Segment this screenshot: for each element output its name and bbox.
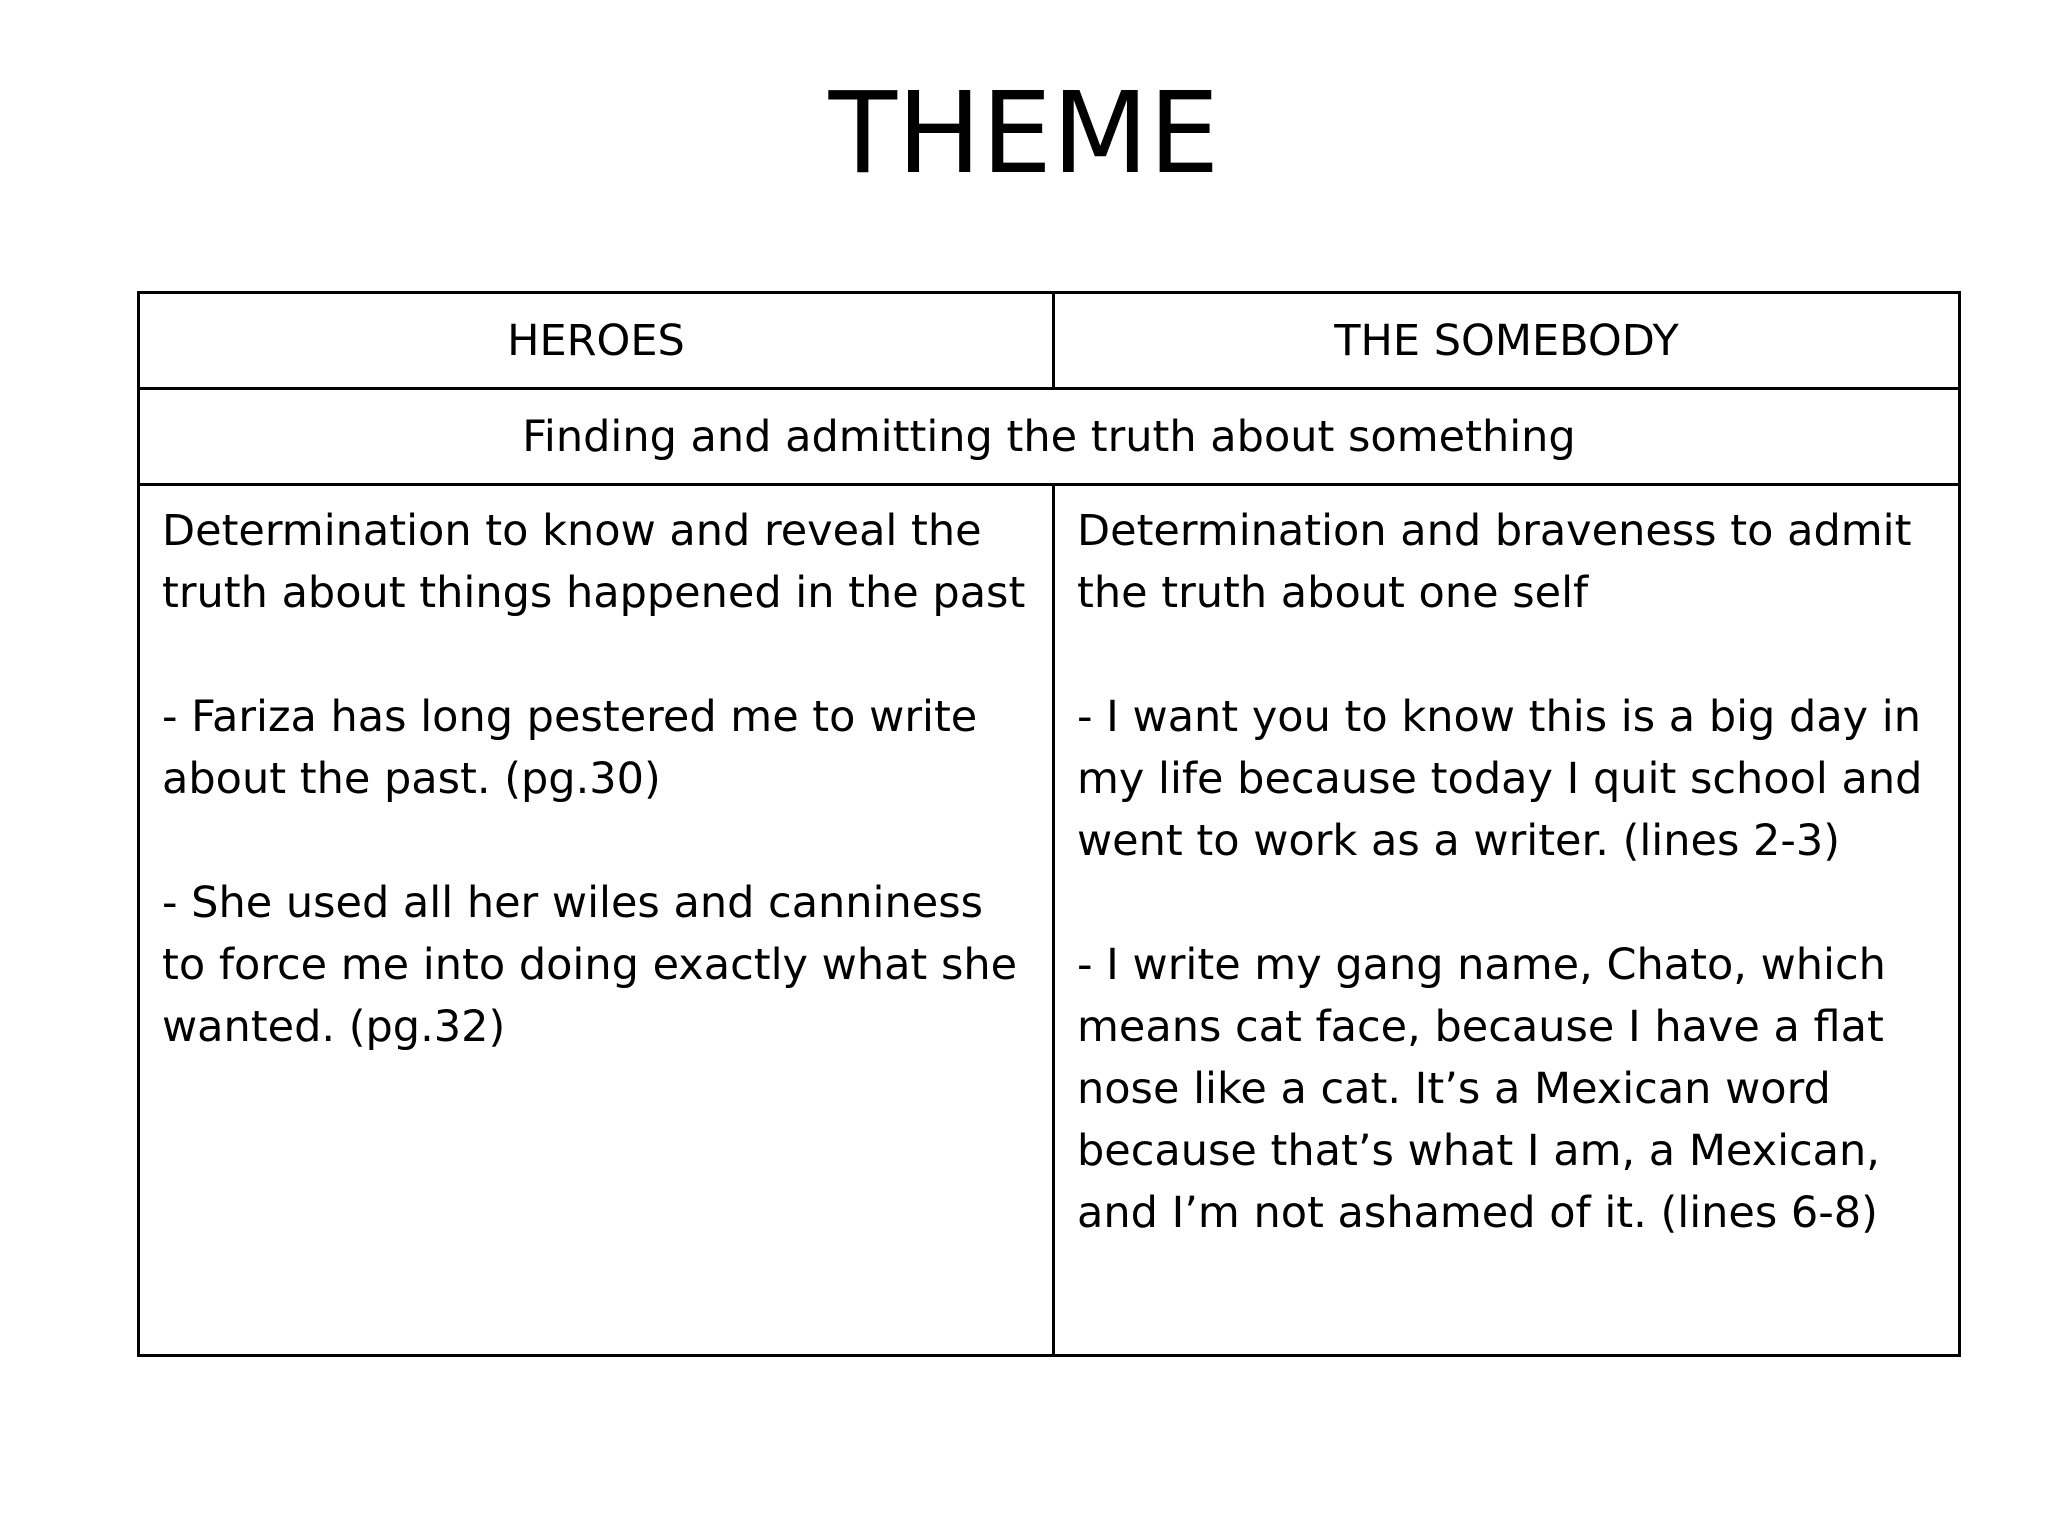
slide-title: THEME (828, 69, 1220, 199)
table-header-row (139, 293, 1960, 389)
somebody-summary: Determination and braveness to admit the truth about one self (1077, 506, 1912, 618)
heroes-quote: - She used all her wiles and canniness to force me into doing exactly what she wanted. (pg.32) (162, 878, 1018, 1052)
somebody-quote: - I want you to know this is a big day in my life because today I quit school and went to work as a writer. (lines 2-3) (1077, 692, 1923, 866)
somebody-content-cell (1054, 485, 1960, 1356)
column-header-the-somebody: THE SOMEBODY (1054, 293, 1960, 389)
content-row (139, 485, 1960, 1356)
shared-theme-row (139, 389, 1960, 485)
heroes-content-cell (139, 485, 1054, 1356)
shared-theme-cell: Finding and admitting the truth about something (139, 389, 1960, 485)
heroes-summary: Determination to know and reveal the truth about things happened in the past (162, 506, 1026, 618)
somebody-quote: - I write my gang name, Chato, which means cat face, because I have a flat nose like a cat. It’s a Mexican word because that’s what I am, a Mexican, and I’m not ashamed of it. (lines 6-8) (1077, 940, 1886, 1238)
column-header-heroes: HEROES (139, 293, 1054, 389)
theme-comparison-table (137, 291, 1961, 1357)
heroes-quote: - Fariza has long pestered me to write about the past. (pg.30) (162, 692, 978, 804)
